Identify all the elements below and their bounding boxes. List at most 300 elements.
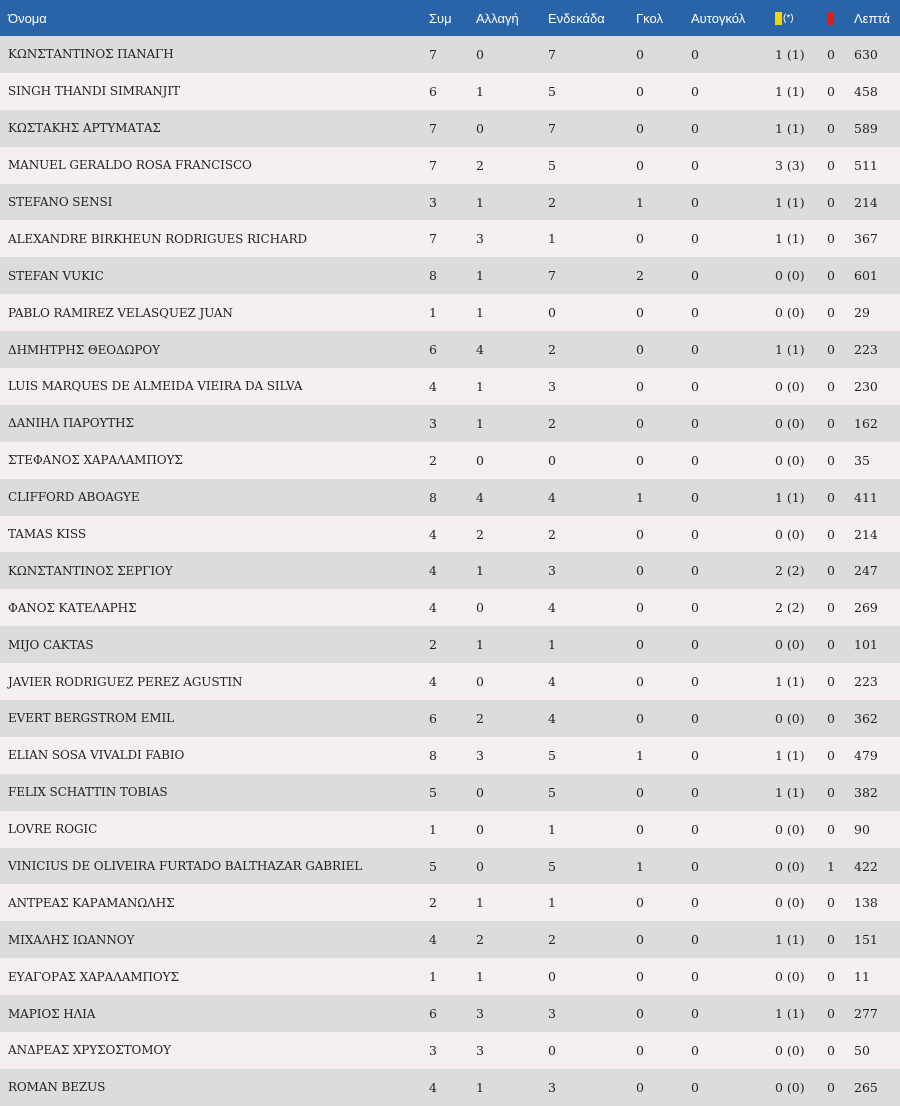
- starting-eleven-cell: 0: [548, 1042, 556, 1058]
- substitutions-cell: 2: [476, 710, 484, 726]
- red-cards-cell: 0: [827, 120, 835, 136]
- starting-eleven-cell: 0: [548, 452, 556, 468]
- minutes-cell: 29: [854, 305, 870, 321]
- player-name-cell: ELIAN SOSA VIVALDI FABIO: [8, 748, 185, 763]
- player-name-cell: ΜΑΡΙΟΣ ΗΛΙΑ: [8, 1006, 96, 1021]
- appearances-cell: 4: [429, 526, 437, 542]
- goals-cell: 2: [636, 268, 644, 284]
- substitutions-cell: 1: [476, 563, 484, 579]
- table-row[interactable]: [0, 294, 900, 331]
- own-goals-cell: 0: [691, 600, 699, 616]
- red-cards-cell: 0: [827, 1006, 835, 1022]
- table-row[interactable]: [0, 331, 900, 368]
- red-cards-cell: 0: [827, 415, 835, 431]
- starting-eleven-cell: 7: [548, 120, 556, 136]
- table-row[interactable]: [0, 479, 900, 516]
- red-cards-cell: 0: [827, 452, 835, 468]
- red-cards-cell: 0: [827, 637, 835, 653]
- substitutions-cell: 1: [476, 194, 484, 210]
- appearances-cell: 3: [429, 415, 437, 431]
- yellow-cards-cell: 1 (1): [775, 747, 805, 763]
- red-cards-cell: 0: [827, 710, 835, 726]
- yellow-cards-cell: 3 (3): [775, 157, 805, 173]
- yellow-cards-cell: 0 (0): [775, 305, 805, 321]
- goals-cell: 0: [636, 932, 644, 948]
- goals-cell: 0: [636, 600, 644, 616]
- table-row[interactable]: [0, 884, 900, 921]
- goals-cell: 0: [636, 1042, 644, 1058]
- substitutions-cell: 0: [476, 46, 484, 62]
- minutes-cell: 277: [854, 1006, 878, 1022]
- goals-cell: 0: [636, 821, 644, 837]
- starting-eleven-cell: 7: [548, 46, 556, 62]
- own-goals-cell: 0: [691, 415, 699, 431]
- substitutions-cell: 1: [476, 83, 484, 99]
- player-name-cell: ΦΑΝΟΣ ΚΑΤΕΛΑΡΗΣ: [8, 600, 137, 615]
- starting-eleven-cell: 0: [548, 305, 556, 321]
- goals-cell: 0: [636, 563, 644, 579]
- minutes-cell: 479: [854, 747, 878, 763]
- red-cards-cell: 0: [827, 821, 835, 837]
- substitutions-cell: 0: [476, 674, 484, 690]
- red-cards-cell: 0: [827, 305, 835, 321]
- yellow-cards-cell: 1 (1): [775, 83, 805, 99]
- goals-cell: 0: [636, 46, 644, 62]
- player-name-cell: ΜΙΧΑΛΗΣ ΙΩΑΝΝΟΥ: [8, 932, 135, 947]
- red-cards-cell: 0: [827, 489, 835, 505]
- starting-eleven-cell: 4: [548, 489, 556, 505]
- substitutions-cell: 0: [476, 600, 484, 616]
- own-goals-cell: 0: [691, 526, 699, 542]
- yellow-cards-cell: 0 (0): [775, 710, 805, 726]
- goals-cell: 0: [636, 710, 644, 726]
- goals-cell: 0: [636, 674, 644, 690]
- header-substitutions[interactable]: Αλλαγή: [476, 10, 519, 26]
- player-name-cell: ΔΗΜΗΤΡΗΣ ΘΕΟΔΩΡΟΥ: [8, 342, 160, 357]
- red-cards-cell: 0: [827, 268, 835, 284]
- own-goals-cell: 0: [691, 268, 699, 284]
- appearances-cell: 5: [429, 784, 437, 800]
- own-goals-cell: 0: [691, 194, 699, 210]
- minutes-cell: 214: [854, 194, 878, 210]
- header-goals[interactable]: Γκολ: [636, 10, 663, 26]
- appearances-cell: 1: [429, 821, 437, 837]
- starting-eleven-cell: 4: [548, 600, 556, 616]
- own-goals-cell: 0: [691, 489, 699, 505]
- starting-eleven-cell: 2: [548, 194, 556, 210]
- substitutions-cell: 2: [476, 526, 484, 542]
- red-cards-cell: 1: [827, 858, 835, 874]
- header-starting-eleven[interactable]: Ενδεκάδα: [548, 10, 605, 26]
- appearances-cell: 1: [429, 969, 437, 985]
- own-goals-cell: 0: [691, 452, 699, 468]
- minutes-cell: 458: [854, 83, 878, 99]
- yellow-cards-cell: 1 (1): [775, 194, 805, 210]
- substitutions-cell: 4: [476, 342, 484, 358]
- goals-cell: 1: [636, 858, 644, 874]
- goals-cell: 0: [636, 378, 644, 394]
- yellow-cards-cell: 0 (0): [775, 526, 805, 542]
- starting-eleven-cell: 3: [548, 563, 556, 579]
- own-goals-cell: 0: [691, 342, 699, 358]
- yellow-cards-cell: 1 (1): [775, 784, 805, 800]
- table-row[interactable]: [0, 1069, 900, 1106]
- own-goals-cell: 0: [691, 710, 699, 726]
- red-cards-cell: 0: [827, 231, 835, 247]
- minutes-cell: 90: [854, 821, 870, 837]
- own-goals-cell: 0: [691, 1079, 699, 1095]
- goals-cell: 1: [636, 194, 644, 210]
- own-goals-cell: 0: [691, 120, 699, 136]
- goals-cell: 0: [636, 83, 644, 99]
- starting-eleven-cell: 2: [548, 932, 556, 948]
- starting-eleven-cell: 1: [548, 821, 556, 837]
- red-cards-cell: 0: [827, 563, 835, 579]
- starting-eleven-cell: 5: [548, 747, 556, 763]
- table-row[interactable]: [0, 848, 900, 885]
- player-name-cell: ΑΝΔΡΕΑΣ ΧΡΥΣΟΣΤΟΜΟΥ: [8, 1043, 171, 1058]
- yellow-cards-cell: 2 (2): [775, 600, 805, 616]
- goals-cell: 0: [636, 120, 644, 136]
- table-row[interactable]: [0, 663, 900, 700]
- table-row[interactable]: [0, 442, 900, 479]
- table-row[interactable]: [0, 220, 900, 257]
- player-name-cell: VINICIUS DE OLIVEIRA FURTADO BALTHAZAR GABRIEL: [8, 859, 363, 874]
- minutes-cell: 162: [854, 415, 878, 431]
- substitutions-cell: 3: [476, 1006, 484, 1022]
- goals-cell: 0: [636, 305, 644, 321]
- substitutions-cell: 3: [476, 747, 484, 763]
- appearances-cell: 5: [429, 858, 437, 874]
- minutes-cell: 223: [854, 342, 878, 358]
- minutes-cell: 223: [854, 674, 878, 690]
- substitutions-cell: 0: [476, 452, 484, 468]
- yellow-cards-cell: 1 (1): [775, 932, 805, 948]
- player-name-cell: ΑΝΤΡΕΑΣ ΚΑΡΑΜΑΝΩΛΗΣ: [8, 895, 175, 910]
- table-row[interactable]: [0, 73, 900, 110]
- player-name-cell: ΣΤΕΦΑΝΟΣ ΧΑΡΑΛΑΜΠΟΥΣ: [8, 453, 183, 468]
- table-row[interactable]: [0, 921, 900, 958]
- table-row[interactable]: [0, 552, 900, 589]
- appearances-cell: 2: [429, 895, 437, 911]
- player-name-cell: JAVIER RODRIGUEZ PEREZ AGUSTIN: [8, 674, 243, 689]
- minutes-cell: 151: [854, 932, 878, 948]
- table-row[interactable]: [0, 737, 900, 774]
- minutes-cell: 630: [854, 46, 878, 62]
- substitutions-cell: 0: [476, 120, 484, 136]
- own-goals-cell: 0: [691, 563, 699, 579]
- goals-cell: 0: [636, 415, 644, 431]
- yellow-cards-cell: 0 (0): [775, 858, 805, 874]
- substitutions-cell: 1: [476, 895, 484, 911]
- yellow-cards-cell: 1 (1): [775, 674, 805, 690]
- minutes-cell: 101: [854, 637, 878, 653]
- appearances-cell: 4: [429, 1079, 437, 1095]
- minutes-cell: 50: [854, 1042, 870, 1058]
- player-name-cell: MANUEL GERALDO ROSA FRANCISCO: [8, 158, 252, 173]
- goals-cell: 1: [636, 747, 644, 763]
- own-goals-cell: 0: [691, 821, 699, 837]
- table-body: [0, 36, 900, 1106]
- appearances-cell: 3: [429, 194, 437, 210]
- goals-cell: 0: [636, 784, 644, 800]
- substitutions-cell: 0: [476, 858, 484, 874]
- player-name-cell: SINGH THANDI SIMRANJIT: [8, 84, 180, 99]
- yellow-cards-cell: 0 (0): [775, 1042, 805, 1058]
- appearances-cell: 6: [429, 342, 437, 358]
- player-name-cell: ΚΩΣΤΑΚΗΣ ΑΡΤΥΜΑΤΑΣ: [8, 121, 161, 136]
- appearances-cell: 4: [429, 563, 437, 579]
- player-name-cell: CLIFFORD ABOAGYE: [8, 490, 140, 505]
- red-cards-cell: 0: [827, 1079, 835, 1095]
- player-name-cell: ALEXANDRE BIRKHEUN RODRIGUES RICHARD: [8, 231, 308, 246]
- starting-eleven-cell: 3: [548, 1079, 556, 1095]
- goals-cell: 0: [636, 231, 644, 247]
- goals-cell: 0: [636, 969, 644, 985]
- yellow-cards-cell: 1 (1): [775, 342, 805, 358]
- appearances-cell: 4: [429, 674, 437, 690]
- minutes-cell: 367: [854, 231, 878, 247]
- own-goals-cell: 0: [691, 1042, 699, 1058]
- table-row[interactable]: [0, 589, 900, 626]
- starting-eleven-cell: 4: [548, 710, 556, 726]
- minutes-cell: 411: [854, 489, 878, 505]
- substitutions-cell: 2: [476, 157, 484, 173]
- own-goals-cell: 0: [691, 895, 699, 911]
- header-yellow-suffix: (*): [783, 12, 794, 24]
- player-name-cell: TAMAS KISS: [8, 527, 86, 542]
- goals-cell: 0: [636, 526, 644, 542]
- minutes-cell: 230: [854, 378, 878, 394]
- red-cards-cell: 0: [827, 969, 835, 985]
- own-goals-cell: 0: [691, 1006, 699, 1022]
- player-name-cell: ΚΩΝΣΤΑΝΤΙΝΟΣ ΠΑΝΑΓΗ: [8, 47, 174, 62]
- player-name-cell: STEFANO SENSI: [8, 195, 113, 209]
- table-row[interactable]: [0, 995, 900, 1032]
- minutes-cell: 265: [854, 1079, 878, 1095]
- goals-cell: 0: [636, 452, 644, 468]
- red-cards-cell: 0: [827, 194, 835, 210]
- minutes-cell: 247: [854, 563, 878, 579]
- minutes-cell: 511: [854, 157, 878, 173]
- red-cards-cell: 0: [827, 784, 835, 800]
- starting-eleven-cell: 0: [548, 969, 556, 985]
- appearances-cell: 2: [429, 637, 437, 653]
- table-row[interactable]: [0, 700, 900, 737]
- starting-eleven-cell: 2: [548, 415, 556, 431]
- substitutions-cell: 1: [476, 378, 484, 394]
- yellow-cards-cell: 1 (1): [775, 1006, 805, 1022]
- starting-eleven-cell: 5: [548, 157, 556, 173]
- substitutions-cell: 1: [476, 1079, 484, 1095]
- red-cards-cell: 0: [827, 674, 835, 690]
- appearances-cell: 6: [429, 710, 437, 726]
- substitutions-cell: 1: [476, 969, 484, 985]
- starting-eleven-cell: 2: [548, 342, 556, 358]
- appearances-cell: 7: [429, 157, 437, 173]
- table-row[interactable]: [0, 36, 900, 73]
- red-cards-cell: 0: [827, 157, 835, 173]
- table-row[interactable]: [0, 516, 900, 553]
- yellow-cards-cell: 0 (0): [775, 821, 805, 837]
- appearances-cell: 3: [429, 1042, 437, 1058]
- table-row[interactable]: [0, 184, 900, 221]
- minutes-cell: 35: [854, 452, 870, 468]
- own-goals-cell: 0: [691, 969, 699, 985]
- red-cards-cell: 0: [827, 600, 835, 616]
- red-cards-cell: 0: [827, 378, 835, 394]
- own-goals-cell: 0: [691, 83, 699, 99]
- minutes-cell: 362: [854, 710, 878, 726]
- appearances-cell: 4: [429, 378, 437, 394]
- appearances-cell: 7: [429, 231, 437, 247]
- goals-cell: 0: [636, 342, 644, 358]
- goals-cell: 0: [636, 1006, 644, 1022]
- own-goals-cell: 0: [691, 674, 699, 690]
- yellow-cards-cell: 0 (0): [775, 378, 805, 394]
- own-goals-cell: 0: [691, 157, 699, 173]
- minutes-cell: 589: [854, 120, 878, 136]
- own-goals-cell: 0: [691, 305, 699, 321]
- own-goals-cell: 0: [691, 231, 699, 247]
- yellow-cards-cell: 0 (0): [775, 452, 805, 468]
- appearances-cell: 6: [429, 83, 437, 99]
- starting-eleven-cell: 3: [548, 1006, 556, 1022]
- starting-eleven-cell: 5: [548, 83, 556, 99]
- yellow-cards-cell: 1 (1): [775, 120, 805, 136]
- red-cards-cell: 0: [827, 895, 835, 911]
- table-row[interactable]: [0, 257, 900, 294]
- player-name-cell: MIJO CAKTAS: [8, 637, 94, 652]
- player-name-cell: STEFAN VUKIC: [8, 268, 104, 283]
- minutes-cell: 382: [854, 784, 878, 800]
- goals-cell: 0: [636, 157, 644, 173]
- starting-eleven-cell: 1: [548, 895, 556, 911]
- appearances-cell: 8: [429, 489, 437, 505]
- appearances-cell: 4: [429, 932, 437, 948]
- starting-eleven-cell: 2: [548, 526, 556, 542]
- table-row[interactable]: [0, 405, 900, 442]
- red-cards-cell: 0: [827, 526, 835, 542]
- player-name-cell: PABLO RAMIREZ VELASQUEZ JUAN: [8, 305, 233, 320]
- substitutions-cell: 4: [476, 489, 484, 505]
- substitutions-cell: 1: [476, 305, 484, 321]
- red-cards-cell: 0: [827, 83, 835, 99]
- player-name-cell: ΔΑΝΙΗΛ ΠΑΡΟΥΤΗΣ: [8, 416, 134, 431]
- yellow-cards-cell: 0 (0): [775, 969, 805, 985]
- red-cards-cell: 0: [827, 342, 835, 358]
- red-cards-cell: 0: [827, 747, 835, 763]
- player-name-cell: LUIS MARQUES DE ALMEIDA VIEIRA DA SILVA: [8, 379, 303, 394]
- header-yellow-cards[interactable]: [775, 0, 827, 36]
- appearances-cell: 6: [429, 1006, 437, 1022]
- own-goals-cell: 0: [691, 932, 699, 948]
- yellow-cards-cell: 0 (0): [775, 268, 805, 284]
- player-name-cell: ΕΥΑΓΟΡΑΣ ΧΑΡΑΛΑΜΠΟΥΣ: [8, 969, 179, 984]
- table-row[interactable]: [0, 368, 900, 405]
- yellow-cards-cell: 0 (0): [775, 1079, 805, 1095]
- red-card-icon: [827, 12, 834, 25]
- substitutions-cell: 2: [476, 932, 484, 948]
- substitutions-cell: 3: [476, 231, 484, 247]
- own-goals-cell: 0: [691, 747, 699, 763]
- starting-eleven-cell: 4: [548, 674, 556, 690]
- header-name[interactable]: Όνομα: [8, 10, 47, 26]
- starting-eleven-cell: 1: [548, 231, 556, 247]
- starting-eleven-cell: 3: [548, 378, 556, 394]
- yellow-cards-cell: 1 (1): [775, 489, 805, 505]
- minutes-cell: 601: [854, 268, 878, 284]
- minutes-cell: 269: [854, 600, 878, 616]
- substitutions-cell: 0: [476, 821, 484, 837]
- header-minutes[interactable]: Λεπτά: [854, 10, 890, 26]
- own-goals-cell: 0: [691, 784, 699, 800]
- goals-cell: 0: [636, 637, 644, 653]
- yellow-cards-cell: 0 (0): [775, 895, 805, 911]
- yellow-cards-cell: 1 (1): [775, 46, 805, 62]
- player-name-cell: LOVRE ROGIC: [8, 822, 98, 837]
- minutes-cell: 11: [854, 969, 870, 985]
- substitutions-cell: 1: [476, 415, 484, 431]
- appearances-cell: 4: [429, 600, 437, 616]
- minutes-cell: 422: [854, 858, 878, 874]
- appearances-cell: 1: [429, 305, 437, 321]
- yellow-cards-cell: 2 (2): [775, 563, 805, 579]
- header-red-cards[interactable]: [827, 0, 854, 36]
- yellow-cards-cell: 0 (0): [775, 637, 805, 653]
- minutes-cell: 214: [854, 526, 878, 542]
- appearances-cell: 7: [429, 120, 437, 136]
- table-row[interactable]: [0, 1032, 900, 1069]
- starting-eleven-cell: 1: [548, 637, 556, 653]
- substitutions-cell: 3: [476, 1042, 484, 1058]
- header-own-goals[interactable]: Αυτογκόλ: [691, 10, 746, 26]
- yellow-card-icon: [775, 12, 782, 25]
- red-cards-cell: 0: [827, 46, 835, 62]
- red-cards-cell: 0: [827, 1042, 835, 1058]
- red-cards-cell: 0: [827, 932, 835, 948]
- yellow-cards-cell: 1 (1): [775, 231, 805, 247]
- minutes-cell: 138: [854, 895, 878, 911]
- starting-eleven-cell: 5: [548, 858, 556, 874]
- goals-cell: 0: [636, 895, 644, 911]
- appearances-cell: 8: [429, 268, 437, 284]
- table-row[interactable]: [0, 958, 900, 995]
- appearances-cell: 2: [429, 452, 437, 468]
- appearances-cell: 7: [429, 46, 437, 62]
- player-name-cell: FELIX SCHATTIN TOBIAS: [8, 785, 168, 800]
- own-goals-cell: 0: [691, 637, 699, 653]
- table-row[interactable]: [0, 110, 900, 147]
- table-row[interactable]: [0, 147, 900, 184]
- starting-eleven-cell: 5: [548, 784, 556, 800]
- substitutions-cell: 1: [476, 637, 484, 653]
- substitutions-cell: 1: [476, 268, 484, 284]
- goals-cell: 1: [636, 489, 644, 505]
- player-name-cell: ΚΩΝΣΤΑΝΤΙΝΟΣ ΣΕΡΓΙΟΥ: [8, 563, 173, 578]
- own-goals-cell: 0: [691, 858, 699, 874]
- table-row[interactable]: [0, 626, 900, 663]
- yellow-cards-cell: 0 (0): [775, 415, 805, 431]
- table-row[interactable]: [0, 811, 900, 848]
- header-appearances[interactable]: Συμ: [429, 10, 452, 26]
- player-name-cell: EVERT BERGSTROM EMIL: [8, 711, 174, 726]
- goals-cell: 0: [636, 1079, 644, 1095]
- table-header-row: [0, 0, 900, 36]
- appearances-cell: 8: [429, 747, 437, 763]
- player-name-cell: ROMAN BEZUS: [8, 1080, 106, 1095]
- table-row[interactable]: [0, 774, 900, 811]
